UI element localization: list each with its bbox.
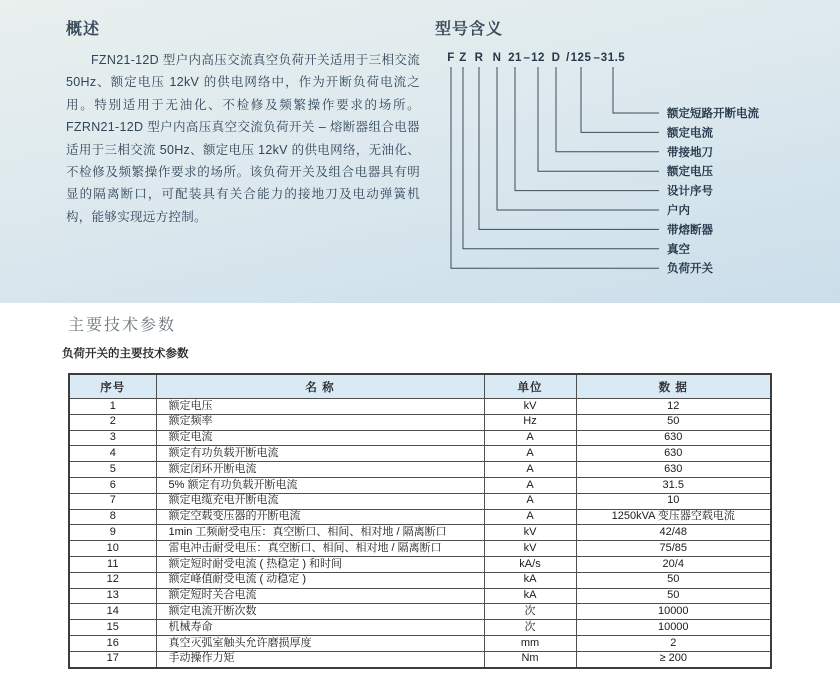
table-header-cell: 序号 — [69, 374, 156, 399]
table-header-cell: 数 据 — [576, 374, 771, 399]
diagram-label: 负荷开关 — [667, 263, 713, 276]
model-code-part: D — [551, 52, 561, 64]
table-cell: 12 — [576, 399, 771, 415]
model-meaning-title: 型号含义 — [435, 21, 504, 38]
table-row — [69, 430, 771, 446]
table-cell: 5% 额定有功负载开断电流 — [156, 477, 484, 493]
table-cell: A — [484, 446, 576, 462]
table-cell: kV — [484, 541, 576, 557]
table-cell: 额定短时关合电流 — [156, 588, 484, 604]
table-row — [69, 572, 771, 588]
model-meaning-section — [435, 16, 825, 287]
model-code-separator: – — [593, 52, 601, 64]
table-cell: 9 — [69, 525, 156, 541]
table-cell: 7 — [69, 493, 156, 509]
parameters-section — [0, 303, 840, 683]
diagram-connector-line — [451, 67, 659, 268]
table-cell: Nm — [484, 651, 576, 667]
table-cell: 2 — [69, 414, 156, 430]
table-cell: 额定频率 — [156, 414, 484, 430]
table-row — [69, 541, 771, 557]
diagram-label: 带接地刀 — [667, 146, 713, 159]
overview-title: 概述 — [66, 21, 101, 38]
table-cell: 手动操作力矩 — [156, 651, 484, 667]
table-cell: 雷电冲击耐受电压：真空断口、相间、相对地 / 隔离断口 — [156, 541, 484, 557]
diagram-connector-line — [497, 67, 659, 210]
table-cell: 42/48 — [576, 525, 771, 541]
table-cell: A — [484, 477, 576, 493]
table-cell: 50 — [576, 414, 771, 430]
table-cell: 1250kVA 变压器空载电流 — [576, 509, 771, 525]
table-cell: 14 — [69, 604, 156, 620]
table-cell: 15 — [69, 620, 156, 636]
diagram-connector-line — [581, 67, 659, 132]
model-code-part: Z — [459, 52, 467, 64]
top-panel — [0, 0, 840, 303]
table-cell: 630 — [576, 430, 771, 446]
table-cell: 50 — [576, 588, 771, 604]
table-cell: 1 — [69, 399, 156, 415]
table-cell: A — [484, 430, 576, 446]
table-row — [69, 588, 771, 604]
table-cell: 额定短时耐受电流 ( 热稳定 ) 和时间 — [156, 556, 484, 572]
table-row — [69, 620, 771, 636]
parameters-title: 主要技术参数 — [68, 317, 177, 334]
table-cell: A — [484, 493, 576, 509]
table-cell: 额定电流 — [156, 430, 484, 446]
table-row — [69, 446, 771, 462]
model-code-part: 21 — [508, 52, 522, 64]
table-cell: 13 — [69, 588, 156, 604]
table-header-row — [69, 374, 771, 399]
table-cell: 次 — [484, 604, 576, 620]
diagram-connector-line — [556, 67, 659, 152]
table-cell: A — [484, 509, 576, 525]
diagram-label: 带熔断器 — [667, 224, 713, 237]
table-cell: 10 — [69, 541, 156, 557]
table-cell: 真空灭弧室触头允许磨损厚度 — [156, 635, 484, 651]
table-cell: 4 — [69, 446, 156, 462]
table-row — [69, 493, 771, 509]
diagram-label: 设计序号 — [667, 185, 713, 198]
table-cell: 1min 工频耐受电压：真空断口、相间、相对地 / 隔离断口 — [156, 525, 484, 541]
table-cell: 11 — [69, 556, 156, 572]
overview-section — [66, 16, 420, 228]
table-cell: 50 — [576, 572, 771, 588]
table-cell: 31.5 — [576, 477, 771, 493]
table-cell: 8 — [69, 509, 156, 525]
table-cell: kV — [484, 525, 576, 541]
table-cell: 额定空载变压器的开断电流 — [156, 509, 484, 525]
table-row — [69, 525, 771, 541]
table-cell: kA — [484, 588, 576, 604]
diagram-connector-line — [613, 67, 659, 113]
table-row — [69, 399, 771, 415]
table-row — [69, 462, 771, 478]
table-row — [69, 651, 771, 667]
table-cell: 75/85 — [576, 541, 771, 557]
diagram-connector-line — [479, 67, 659, 229]
table-row — [69, 414, 771, 430]
table-cell: 6 — [69, 477, 156, 493]
parameters-table — [68, 373, 772, 669]
table-cell: 17 — [69, 651, 156, 667]
table-row — [69, 509, 771, 525]
diagram-connector-line — [515, 67, 659, 191]
table-cell: Hz — [484, 414, 576, 430]
table-cell: 10000 — [576, 604, 771, 620]
table-cell: 次 — [484, 620, 576, 636]
diagram-label: 户内 — [667, 205, 690, 217]
model-code-separator: – — [523, 52, 531, 64]
table-header-cell: 名 称 — [156, 374, 484, 399]
model-code-part: F — [447, 52, 455, 64]
table-cell: 12 — [69, 572, 156, 588]
model-code-separator: / — [566, 52, 570, 64]
table-cell: A — [484, 462, 576, 478]
table-cell: kV — [484, 399, 576, 415]
model-code-part: R — [474, 52, 484, 64]
table-row — [69, 556, 771, 572]
table-cell: mm — [484, 635, 576, 651]
table-cell: kA — [484, 572, 576, 588]
table-cell: 10000 — [576, 620, 771, 636]
table-cell: ≥ 200 — [576, 651, 771, 667]
table-cell: 额定电压 — [156, 399, 484, 415]
table-cell: 额定闭环开断电流 — [156, 462, 484, 478]
table-cell: 20/4 — [576, 556, 771, 572]
table-cell: 2 — [576, 635, 771, 651]
table-cell: 630 — [576, 462, 771, 478]
table-cell: 额定电缆充电开断电流 — [156, 493, 484, 509]
diagram-label: 真空 — [667, 243, 690, 256]
table-cell: 10 — [576, 493, 771, 509]
model-code-part: N — [492, 52, 502, 64]
table-row — [69, 635, 771, 651]
table-cell: 机械寿命 — [156, 620, 484, 636]
model-designation-diagram — [435, 49, 825, 287]
overview-paragraph: FZN21-12D 型户内高压交流真空负荷开关适用于三相交流 50Hz、额定电压 12kV 的供电网络中，作为开断负荷电流之用。特别适用于无油化、不检修及频繁操作要求的场所。FZRN21-12D 型户内高压真空交流负荷开关 – 熔断器组合电器适用于三相交流 50Hz、额定电压 12kV 的供电网络，无油化、不检修及频繁操作要求的场所。该负荷开关及组合电器具有明显的隔离断口，可配装具有关合能力的接地刀及电动弹簧机构，能够实现远方控制。 — [66, 53, 420, 224]
table-cell: 5 — [69, 462, 156, 478]
table-row — [69, 477, 771, 493]
diagram-connector-line — [463, 67, 659, 249]
table-cell: 额定电流开断次数 — [156, 604, 484, 620]
diagram-label: 额定电流 — [667, 127, 713, 140]
table-cell: 630 — [576, 446, 771, 462]
table-cell: 额定峰值耐受电流 ( 动稳定 ) — [156, 572, 484, 588]
table-cell: 16 — [69, 635, 156, 651]
table-cell: 3 — [69, 430, 156, 446]
parameters-subtitle: 负荷开关的主要技术参数 — [62, 348, 189, 360]
table-cell: kA/s — [484, 556, 576, 572]
table-row — [69, 604, 771, 620]
diagram-label: 额定电压 — [667, 166, 713, 179]
model-code-part: 125 — [570, 52, 592, 64]
model-code-part: 31.5 — [600, 52, 626, 64]
table-header-cell: 单位 — [484, 374, 576, 399]
diagram-label: 额定短路开断电流 — [667, 108, 759, 120]
table-cell: 额定有功负载开断电流 — [156, 446, 484, 462]
model-code-part: 12 — [531, 52, 545, 64]
